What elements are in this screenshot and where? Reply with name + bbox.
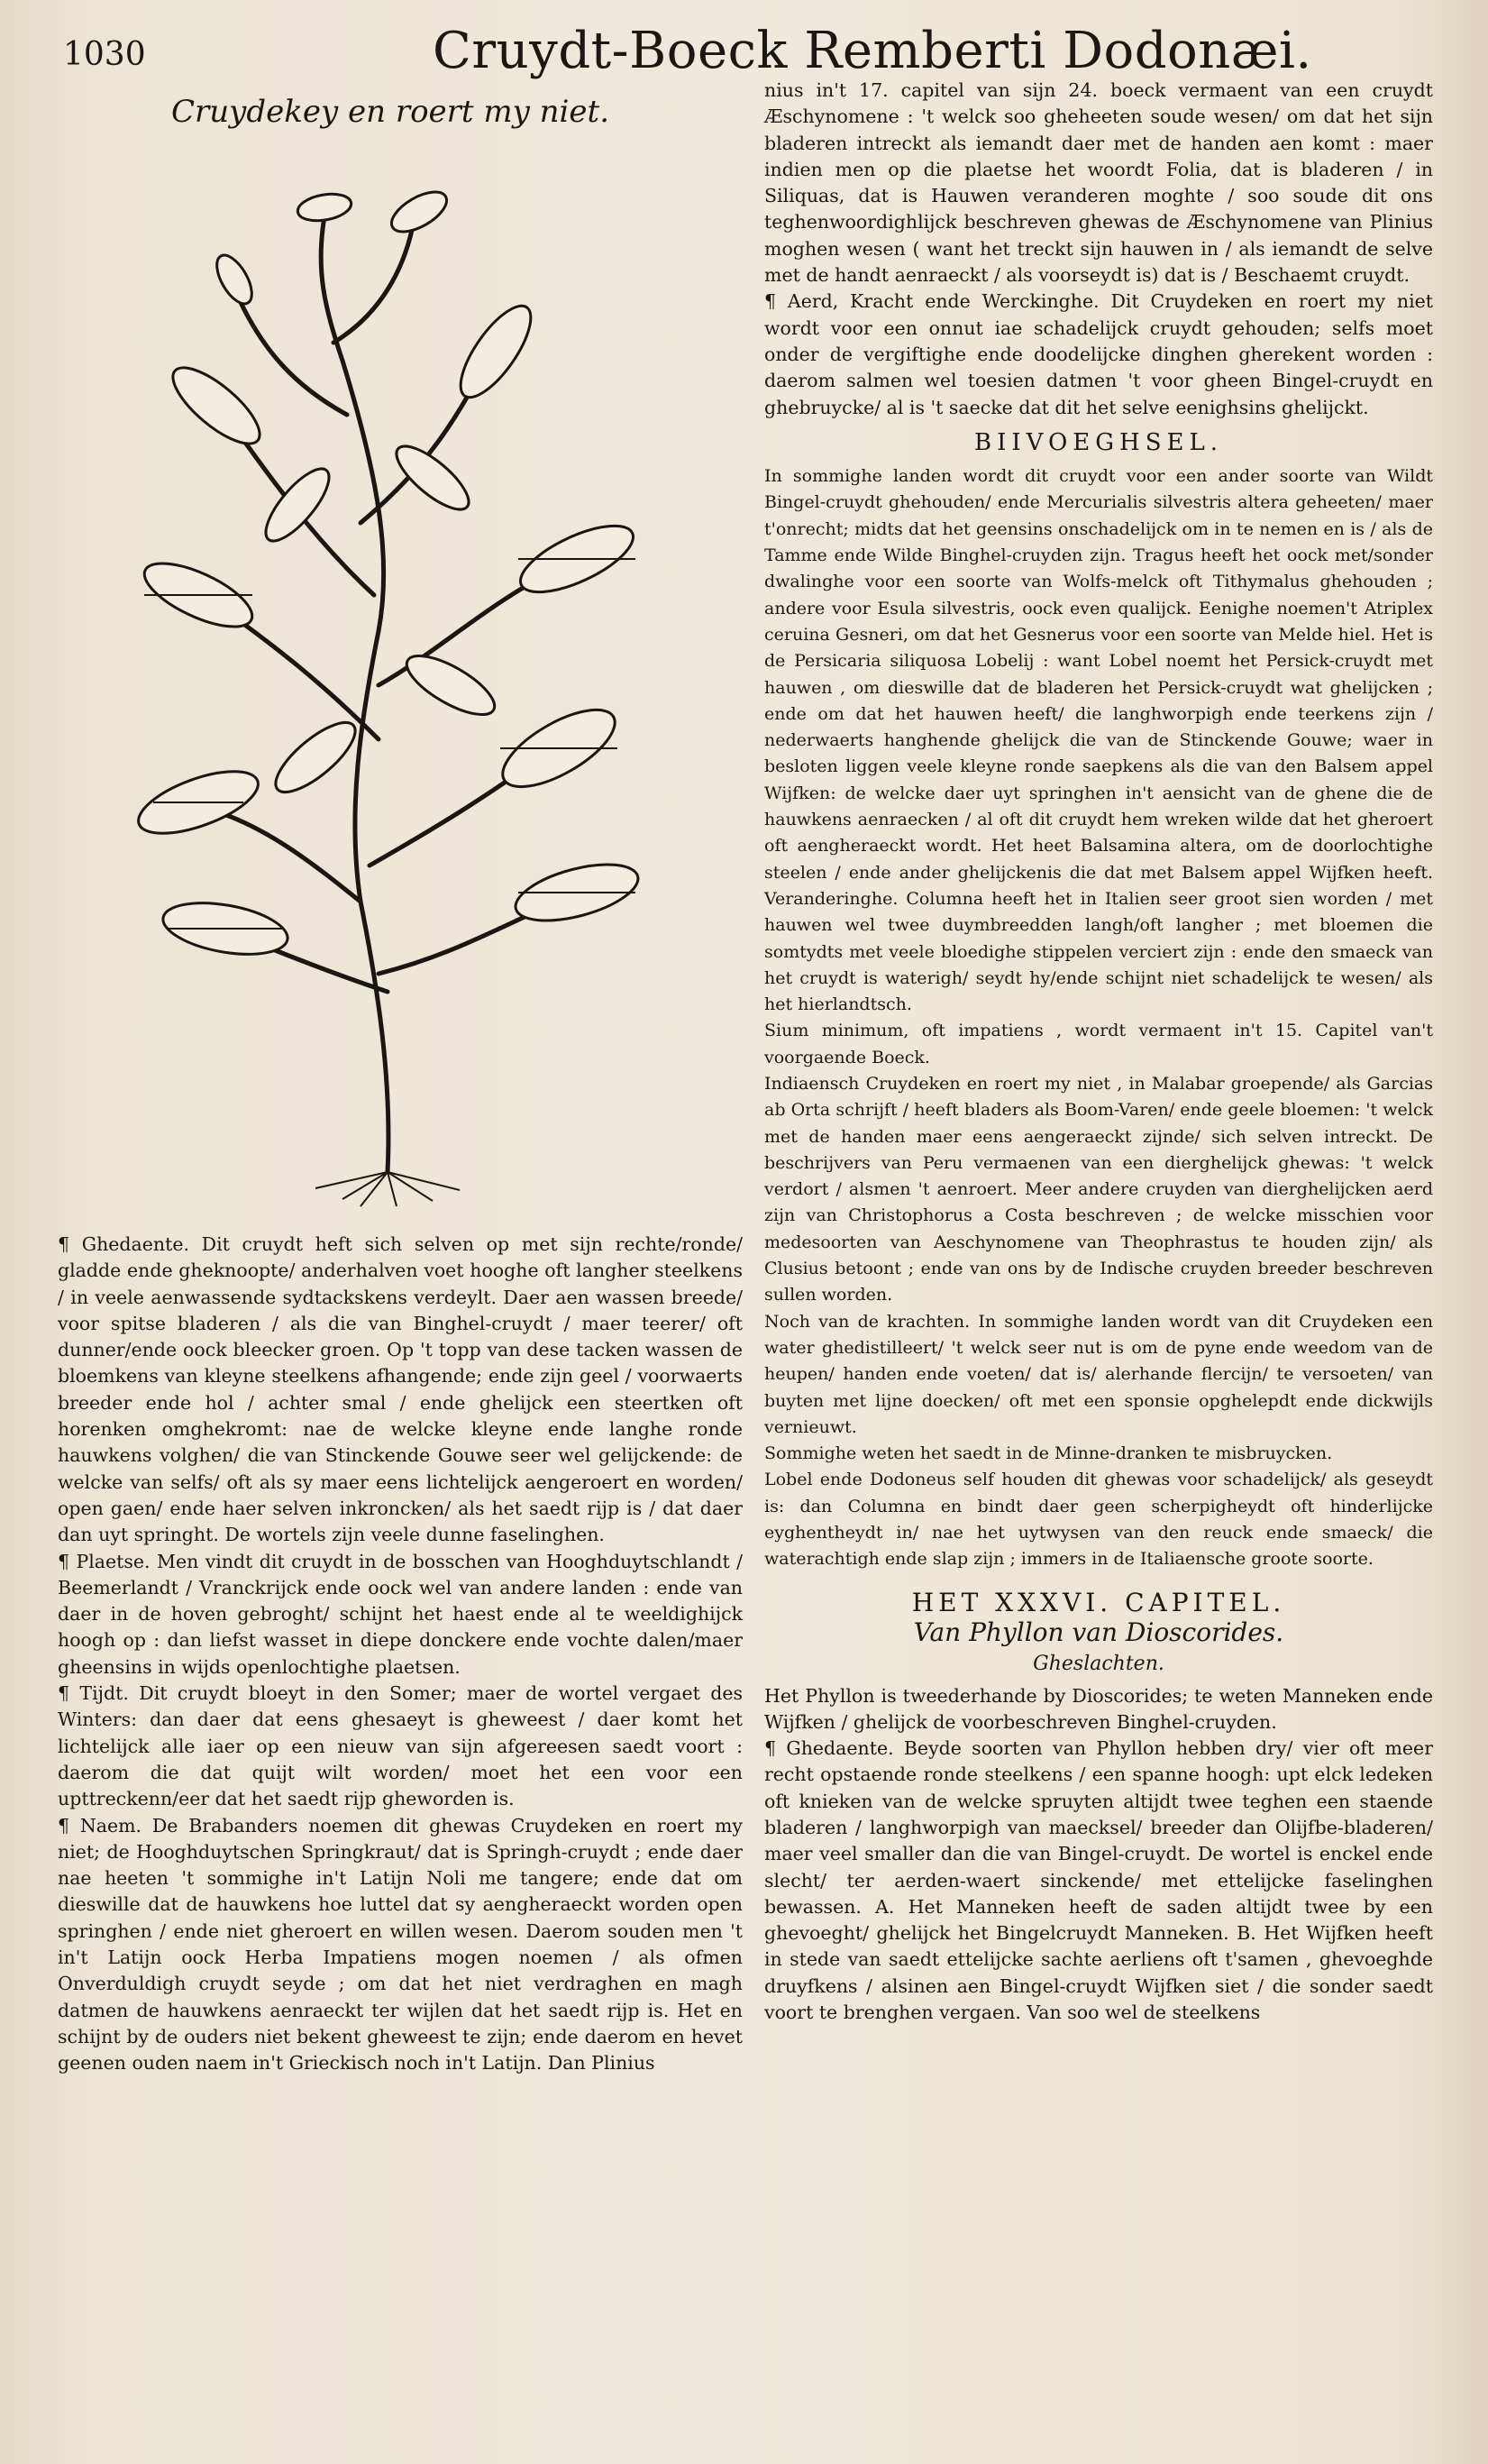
lobel-paragraph: Lobel ende Dodoneus self houden dit ghewas voor schadelijck/ als geseydt is: dan Columna en bindt daer geen scherpigheydt oft hinderlijcke eyghentheydt in/ nae het uytwysen van den reuck ende smaeck/ die waterachtigh ende slap zijn ; immers in de Italiaensche groote soorte. xyxy=(764,1470,1433,1570)
aerd-kracht-paragraph: ¶ Aerd, Kracht ende Werckinghe. Dit Cruydeken en roert my niet wordt voor een onnut iae schadelijck cruydt gehouden; selfs moet onder de vergiftighe ende doodelijcke dinghen gherekent worden : daerom salmen wel toesien datmen 't voor gheen Bingel-cruydt en ghebruycke/ al is 't saecke dat dit het selve eenighsins ghelijckt. xyxy=(764,290,1433,418)
page-header xyxy=(54,11,1460,80)
page-number: 1030 xyxy=(63,36,146,73)
krachten-paragraph: Noch van de krachten. In sommighe landen wordt van dit Cruydeken een water ghedistilleert/ 't welck seer nut is om de pyne ende weedom van de heupen/ handen ende voeten/ dat is/ alerhande flercijn/ te versoeten/ van buyten met lijne doecken/ oft met een sponsie opghelepdt ende dickwijls vernieuwt. xyxy=(764,1311,1433,1437)
chapter-heading: HET XXXVI. CAPITEL. xyxy=(911,1587,1286,1617)
right-text-column xyxy=(764,78,1433,2026)
figure-caption: Cruydekey en roert my niet. xyxy=(171,94,610,130)
chapter-subtitle: Gheslachten. xyxy=(1033,1653,1164,1676)
ghedaente-paragraph: ¶ Ghedaente. Dit cruydt heft sich selven op met sijn rechte/ronde/ gladde ende gheknoopte/ anderhalven voet hooghe oft langher steelkens / in veele aenwassende sydtackskens verdeylt. Daer aen wassen breede/ voor spitse bladeren / als die van Binghel-cruydt / maer teerer/ oft dunner/ende oock bleecker groen. Op 't topp van dese tacken wassen de bloemkens van kleyne steelkens afhangende; ende zijn geel / voorwaerts breeder ende hol / achter smal / ende ghelijck een steertken oft horenken omghekromt: nae de welcke kleyne ende langhe ronde hauwkens volghen/ die van Stinckende Gouwe seer wel gelijckende: de welcke van selfs/ oft als sy maer eens lichtelijck aengeroert en worden/ open gaen/ ende haer selven inkroncken/ als het saedt rijp is / dat daer dan uyt springht. De wortels zijn veele dunne faselinghen. xyxy=(58,1233,743,1546)
geslachten-paragraph: Het Phyllon is tweederhande by Dioscorides; te weten Manneken ende Wijfken / ghelijck de voorbeschreven Binghel-cruyden. xyxy=(764,1684,1433,1733)
naem-paragraph: ¶ Naem. De Brabanders noemen dit ghewas Cruydeken en roert my niet; de Hooghduytschen Springkraut/ dat is Springh-cruydt ; ende daer nae heeten 't sommighe in't Latijn Noli me tangere; ende dat om dieswille dat de hauwkens hoe luttel dat sy aengheraeckt worden open springhen / ende niet gheroert en willen wesen. Daerom souden men 't in't Latijn oock Herba Impatiens mogen noemen / als ofmen Onverduldigh cruydt seyde ; om dat het niet verdraghen en magh datmen de hauwkens aenraeckt ter wijlen dat het saedt rijp is. Het en schijnt by de ouders niet bekent gheweest te zijn; ende daerom en hevet geenen ouden naem in't Grieckisch noch in't Latijn. Dan Plinius xyxy=(58,1814,743,2075)
chapter-title: Van Phyllon van Dioscorides. xyxy=(913,1617,1284,1647)
left-text-column xyxy=(58,1232,743,2077)
sium-paragraph: Sium minimum, oft impatiens , wordt vermaent in't 15. Capitel van't voorgaende Boeck. xyxy=(764,1021,1433,1067)
section-heading: BIIVOEGHSEL. xyxy=(973,428,1224,456)
minne-paragraph: Sommighe weten het saedt in de Minne-dranken te misbruycken. xyxy=(764,1443,1333,1464)
plinius-continuation-paragraph: nius in't 17. capitel van sijn 24. boeck vermaent van een cruydt Æschynomene : 't welck soo gheheeten soude wesen/ om dat het sijn bladeren intreckt als iemandt daer met de handen aen komt : maer indien men op die plaetse het woordt Folia, dat is bladeren / in Siliquas, dat is Hauwen veranderen moghte / soo soude dit ons teghenwoordighlijck beschreven ghewas de Æschynomene van Plinius moghen wesen ( want het treckt sijn hauwen in / als iemandt de selve met de handt aenraeckt / als voorseydt is) dat is / Beschaemt cruydt. xyxy=(764,79,1433,287)
plant-woodcut-illustration xyxy=(90,180,703,1208)
plaetse-paragraph: ¶ Plaetse. Men vindt dit cruydt in de bosschen van Hooghduytschlandt / Beemerlandt / Vranckrijck ende oock wel van andere landen : ende van daer in de hoven gebroght/ schijnt het haest ende al te weeldighijck hoogh op : dan liefst wasset in diepe donckere ende vochte dalen/maer gheensins in wijds openlochtighe plaetsen. xyxy=(58,1550,743,1678)
running-title: Cruydt-Boeck Remberti Dodonæi. xyxy=(433,22,1312,80)
bijvoeghsel-paragraph: In sommighe landen wordt dit cruydt voor een ander soorte van Wildt Bingel-cruydt ghehouden/ ende Mercurialis silvestris altera geheeten/ maer t'onrecht; midts dat het geensins onschadelijck om in te nemen en is / als de Tamme ende Wilde Binghel-cruyden zijn. Tragus heeft het oock met/sonder dwalinghe voor een soorte van Wolfs-melck oft Tithymalus ghehouden ; andere voor Esula silvestris, oock even qualijck. Eenighe noemen't Atriplex ceruina Gesneri, om dat het Gesnerus voor een soorte van Melde hiel. Het is de Persicaria siliquosa Lobelij : want Lobel noemt het Persick-cruydt met hauwen , om dieswille dat de bladeren het Persick-cruydt wat ghelijcken ; ende om dat het hauwen heeft/ die langhworpigh ende teerkens zijn / nederwaerts hanghende ghelijck die van de Stinckende Gouwe; waer in besloten liggen veele kleyne ronde saepkens als die van den Balsem appel Wijfken: de welcke daer uyt springhen in't aensicht van de ghene die de hauwkens aenraecken / al oft dit cruydt hem wreken wilde dat het gheroert oft aengheraeckt wordt. Het heet Balsamina altera, om de doorlochtighe steelen / ende ander ghelijckenis die dat met Balsem appel Wijfken heeft. Veranderinghe. Columna heeft het in Italien seer groot sien worden / met hauwen wel twee duymbreedden langh/oft langher ; met bloemen die somtydts met veele bloedighe stippelen verciert zijn : ende den smaeck van het cruydt is waterigh/ seydt hy/ende schijnt niet schadelijck te wesen/ als het hierlandtsch. xyxy=(764,466,1433,1015)
tijdt-paragraph: ¶ Tijdt. Dit cruydt bloeyt in den Somer; maer de wortel vergaet des Winters: dan daer dat eens ghesaeyt is gheweest / daer komt het lichtelijck alle iaer op een nieuw van sijn afgereesen saedt voort : daerom die dat quijt wilt worden/ moet het een voor een upttreckenn/eer dat het saedt rijp gheworden is. xyxy=(58,1682,743,1810)
indiaensch-paragraph: Indiaensch Cruydeken en roert my niet , in Malabar groepende/ als Garcias ab Orta schrijft / heeft bladers als Boom-Varen/ ende geele bloemen: 't welck met de handen maer eens aengeraeckt zijnde/ sich selven intreckt. De beschrijvers van Peru vermaenen van een dierghelijck ghewas: 't welck verdort / alsmen 't aenroert. Meer andere cruyden van dierghelijcken aerd zijn van Christophorus a Costa beschreven ; de welcke misschien voor medesoorten van Aeschynomene van Theophrastus te houden zijn/ als Clusius betoont ; ende van ons by de Indische cruyden breeder beschreven sullen worden. xyxy=(764,1073,1433,1305)
ghedaente-phyllon-paragraph: ¶ Ghedaente. Beyde soorten van Phyllon hebben dry/ vier oft meer recht opstaende ronde steelkens / een spanne hoogh: upt elck ledeken oft knieken van de welcke spruyten altijdt twee teghen een staende bladeren / langhworpigh van maecksel/ breeder dan Olijfbe-bladeren/ maer veel smaller dan die van Bingel-cruydt. De wortel is enckel ende slecht/ ter aerden-waert sinckende/ met ettelijcke faselinghen bewassen. A. Het Manneken heeft de saden altijdt twee by een ghevoeght/ ghelijck het Bingelcruydt Manneken. B. Het Wijfken heeft in stede van saedt ettelijcke sachte aerliens oft t'samen , ghevoeghde druyfkens / alsinen aen Bingel-cruydt Wijfken siet / die sonder saedt voort te brenghen vergaen. Van soo wel de steelkens xyxy=(764,1737,1433,2024)
